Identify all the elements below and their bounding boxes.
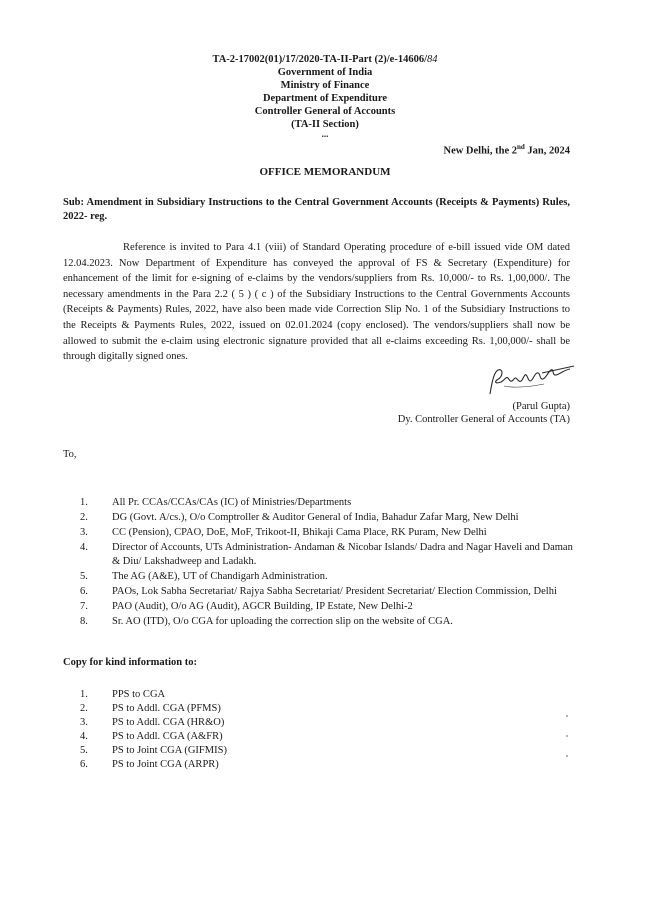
recipient-list: [80, 496, 577, 630]
date-line: [443, 143, 570, 157]
list-item: 3. CC (Pension), CPAO, DoE, MoF, Trikoot-II, Bhikaji Cama Place, RK Puram, New Delhi: [80, 527, 487, 538]
list-item: 3. PS to Addl. CGA (HR&O): [80, 717, 225, 729]
body-paragraph: Reference is invited to Para 4.1 (viii) of Standard Operating procedure of e-bill issued vide OM dated 12.04.2023. Now Department of Expenditure has conveyed the approval of FS & Secretary (Expenditure) for enhancement of the limit for e-signing of e-claims by the vendors/suppliers from Rs. 10,000/- to Rs. 1,00,000/. The necessary amendments in the Para 2.2 ( 5 ) ( c ) of the Subsidiary Instructions to the Central Governments Accounts (Receipts & Payments) Rules, 2022, have also been made vide Correction Slip No. 1 of the Subsidiary Instructions to the Receipts & Payments Rules, 2022, issued on 02.01.2024 (copy enclosed). The vendors/suppliers shall now be allowed to submit the e-claim using electronic signature provided that all e-claims exceeding Rs. 1,00,000/- shall be through digitally signed ones.: [63, 242, 570, 363]
list-item: 5. PS to Joint CGA (GIFMIS): [80, 745, 227, 757]
list-item: 4. Director of Accounts, UTs Administration- Andaman & Nicobar Islands/ Dadra and Nagar Haveli and Daman & Diu/ Lakshadweep and Ladakh.: [80, 542, 573, 567]
date-rest: Jan, 2024: [524, 145, 570, 157]
date-prefix: New Delhi, the 2: [443, 145, 517, 157]
reference-number-handwritten: 84: [427, 54, 438, 65]
list-item: 5. The AG (A&E), UT of Chandigarh Administration.: [80, 570, 328, 582]
list-item: 7. PAO (Audit), O/o AG (Audit), AGCR Building, IP Estate, New Delhi-2: [80, 600, 413, 612]
reference-number-text: TA-2-17002(01)/17/2020-TA-II-Part (2)/e-14606/: [212, 54, 428, 65]
signatory-name: (Parul Gupta): [512, 401, 570, 412]
list-item: 6. PS to Joint CGA (ARPR): [80, 759, 219, 771]
copy-heading: Copy for kind information to:: [63, 657, 197, 668]
list-item: 1. PPS to CGA: [80, 689, 166, 700]
scan-speck: [566, 755, 568, 757]
memo-title: OFFICE MEMORANDUM: [259, 166, 391, 178]
signature-image: [484, 364, 580, 405]
list-item: 8. Sr. AO (ITD), O/o CGA for uploading the correction slip on the website of CGA.: [80, 615, 453, 627]
to-label: To,: [63, 449, 77, 460]
org-line-cga: Controller General of Accounts: [254, 106, 396, 117]
date-ordinal: nd: [516, 143, 525, 151]
reference-number: [0, 53, 650, 66]
org-line-government: Government of India: [277, 67, 373, 78]
org-line-ministry: Ministry of Finance: [280, 80, 370, 91]
org-line-department: Department of Expenditure: [262, 93, 388, 104]
list-item: 2. DG (Govt. A/cs.), O/o Comptroller & Auditor General of India, Bahadur Zafar Marg, New Delhi: [80, 512, 519, 523]
scan-speck: [566, 715, 568, 717]
list-item: 6. PAOs, Lok Sabha Secretariat/ Rajya Sabha Secretariat/ President Secretariat/ Election Commission, Delhi: [80, 585, 557, 597]
list-item: 2. PS to Addl. CGA (PFMS): [80, 703, 221, 715]
org-line-section: (TA-II Section): [291, 119, 359, 130]
list-item: 4. PS to Addl. CGA (A&FR): [80, 731, 223, 743]
header-separator: ...: [321, 129, 329, 139]
copy-list: [80, 688, 577, 773]
scan-speck: [566, 735, 568, 737]
list-item: 1. All Pr. CCAs/CCAs/CAs (IC) of Ministries/Departments: [80, 497, 352, 508]
signatory-designation: Dy. Controller General of Accounts (TA): [397, 414, 570, 425]
subject-line: Sub: Amendment in Subsidiary Instructions to the Central Government Accounts (Receipts & Payments) Rules, 2022- reg.: [63, 197, 570, 222]
handwritten-signature-icon: [484, 364, 580, 400]
